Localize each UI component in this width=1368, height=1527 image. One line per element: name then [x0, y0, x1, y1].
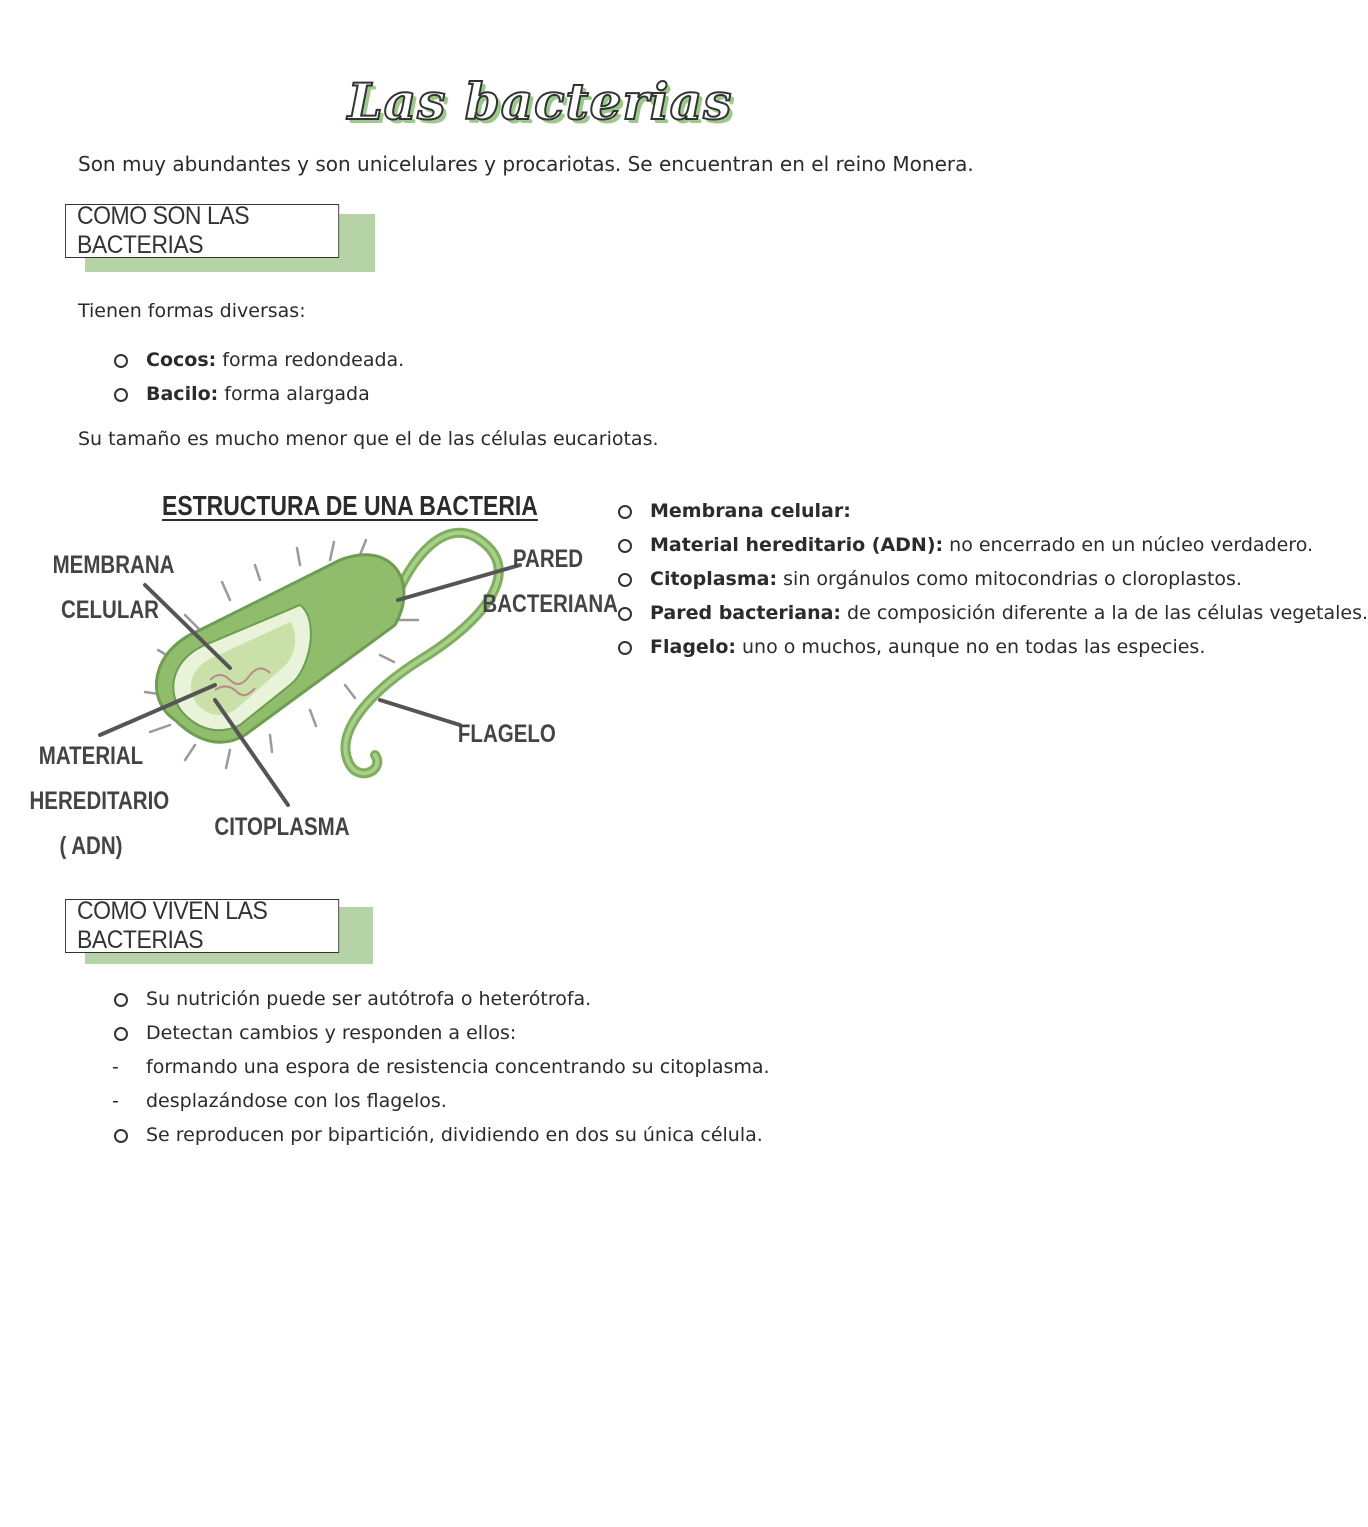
section-heading-label: COMO VIVEN LAS BACTERIAS: [65, 899, 339, 953]
list-item: Membrana celular:: [616, 494, 1020, 528]
list-item: Bacilo: forma alargada: [112, 377, 404, 411]
list-item: Se reproducen por bipartición, dividiendo en dos su única célula.: [112, 1118, 770, 1152]
intro-paragraph: Son muy abundantes y son unicelulares y procariotas. Se encuentran en el reino Monera.: [78, 152, 974, 176]
list-item: Material hereditario (ADN): no encerrado en un núcleo verdadero.: [616, 528, 1020, 562]
living-list: [112, 982, 770, 1152]
list-item: - desplazándose con los flagelos.: [80, 1084, 770, 1118]
label-membrana-celular: MEMBRANA CELULAR: [52, 551, 175, 624]
list-item: Pared bacteriana: de composición diferente a la de las células vegetales.: [616, 596, 1020, 630]
list-item: Cocos: forma redondeada.: [112, 343, 404, 377]
list-item: Su nutrición puede ser autótrofa o heterótrofa.: [112, 982, 770, 1016]
shapes-intro: Tienen formas diversas:: [78, 300, 306, 322]
diagram-title: ESTRUCTURA DE UNA BACTERIA: [162, 490, 538, 521]
label-material-hereditario: MATERIAL HEREDITARIO ( ADN): [29, 742, 170, 860]
label-citoplasma: CITOPLASMA: [214, 813, 350, 841]
list-item: Detectan cambios y responden a ellos:: [112, 1016, 770, 1050]
list-item: Flagelo: uno o muchos, aunque no en todas las especies.: [616, 630, 1020, 664]
label-pared-bacteriana: PARED BACTERIANA: [482, 545, 618, 618]
size-note: Su tamaño es mucho menor que el de las células eucariotas.: [78, 428, 659, 450]
label-flagelo: FLAGELO: [457, 720, 556, 748]
structure-list: [616, 494, 1368, 664]
section-heading-label: COMO SON LAS BACTERIAS: [65, 204, 339, 258]
shapes-list: [112, 343, 404, 411]
list-item: Citoplasma: sin orgánulos como mitocondrias o cloroplastos.: [616, 562, 1020, 596]
page-title: Las bacterias: [347, 72, 733, 131]
list-item: - formando una espora de resistencia concentrando su citoplasma.: [80, 1050, 770, 1084]
